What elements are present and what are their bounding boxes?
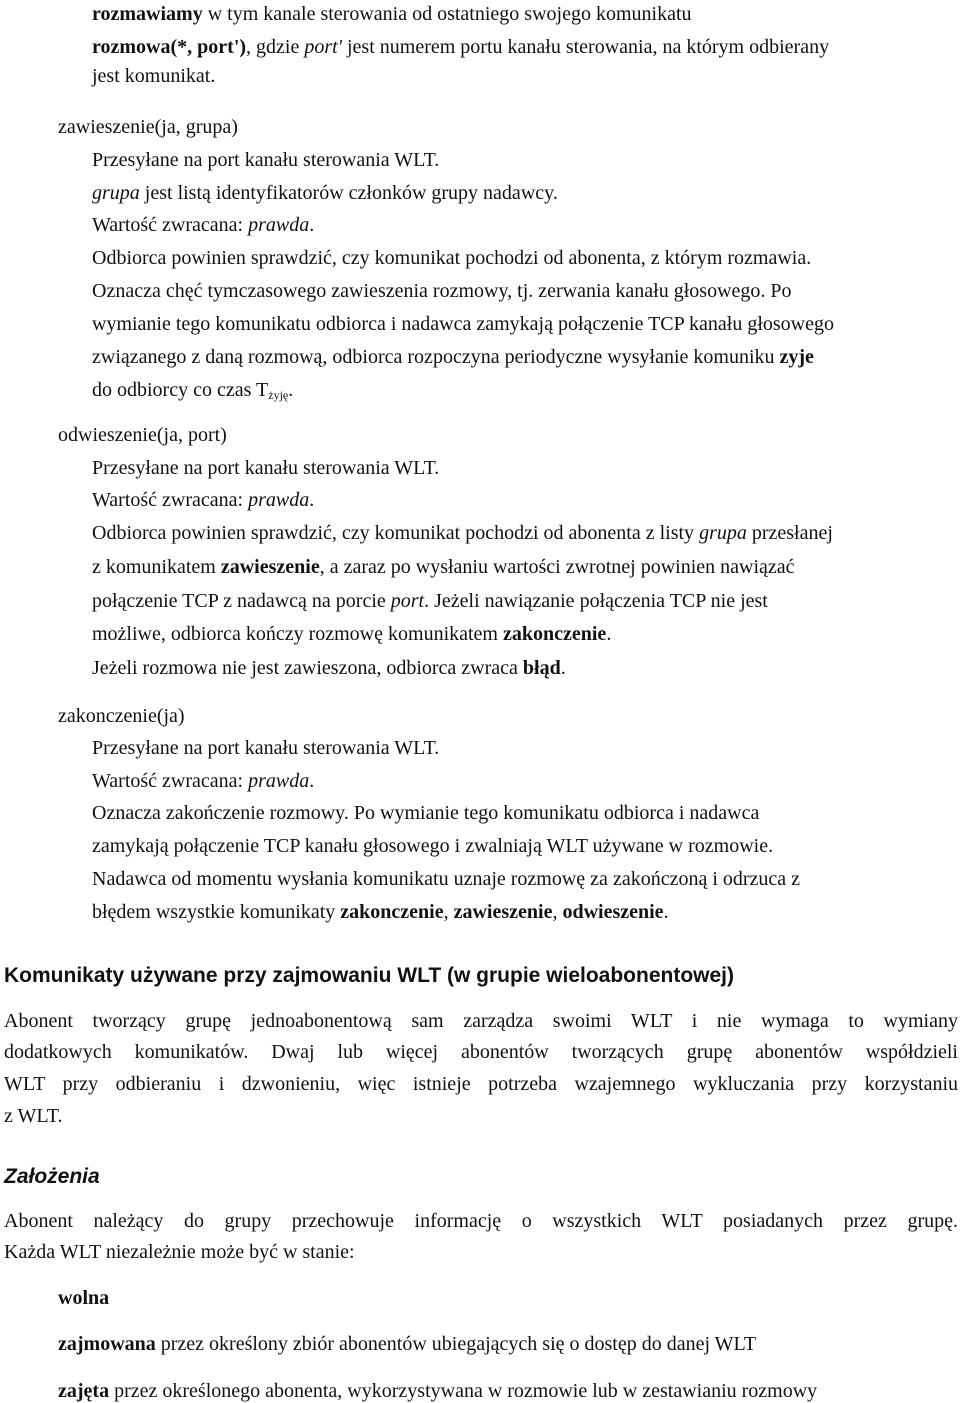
text-line: wymianie tego komunikatu odbiorca i nadawca zamykają połączenie TCP kanału głosowego <box>92 313 834 335</box>
text-line: możliwe, odbiorca kończy rozmowę komunikatem zakonczenie. <box>92 623 612 645</box>
text-line: do odbiorcy co czas $T_{żyję}$. <box>92 379 294 402</box>
paragraph-line: Każda WLT niezależnie może być w stanie: <box>4 1241 355 1263</box>
text-line: jest komunikat. <box>92 65 216 87</box>
text-line: błędem wszystkie komunikaty zakonczenie, zawieszenie, odwieszenie. <box>92 901 669 923</box>
text-line: związanego z daną rozmową, odbiorca rozpoczyna periodyczne wysyłanie komuniku zyje <box>92 346 814 368</box>
paragraph-line: dodatkowych komunikatów. Dwaj lub więcej abonentów tworzących grupę abonentów współdzieli <box>4 1041 958 1063</box>
subsection-title: Założenia <box>4 1165 100 1188</box>
text-line: Przesyłane na port kanału sterowania WLT. <box>92 149 440 171</box>
text-line: grupa jest listą identyfikatorów członków grupy nadawcy. <box>92 182 558 204</box>
text-line: Odbiorca powinien sprawdzić, czy komunikat pochodzi od abonenta z listy grupa przesłanej <box>92 522 833 544</box>
text-line: Odbiorca powinien sprawdzić, czy komunikat pochodzi od abonenta, z którym rozmawia. <box>92 247 812 269</box>
text-line: zamykają połączenie TCP kanału głosowego i zwalniają WLT używane w rozmowie. <box>92 835 774 857</box>
state-item: zajmowana przez określony zbiór abonentów ubiegających się o dostęp do danej WLT <box>58 1333 757 1355</box>
text-line: Przesyłane na port kanału sterowania WLT. <box>92 737 440 759</box>
section-title: Komunikaty używane przy zajmowaniu WLT (w grupie wieloabonentowej) <box>4 964 735 987</box>
text-line: Jeżeli rozmowa nie jest zawieszona, odbiorca zwraca błąd. <box>92 657 566 679</box>
text-line: rozmawiamy w tym kanale sterowania od ostatniego swojego komunikatu <box>92 3 692 25</box>
text-line: Oznacza chęć tymczasowego zawieszenia rozmowy, tj. zerwania kanału głosowego. Po <box>92 280 792 302</box>
text-line: Wartość zwracana: prawda. <box>92 770 315 792</box>
text-line: Nadawca od momentu wysłania komunikatu uznaje rozmowę za zakończoną i odrzuca z <box>92 868 801 890</box>
text-line: rozmowa(*, port'), gdzie port' jest numerem portu kanału sterowania, na którym odbierany <box>92 36 830 58</box>
text-line: Oznacza zakończenie rozmowy. Po wymianie tego komunikatu odbiorca i nadawca <box>92 802 760 824</box>
paragraph-line: z WLT. <box>4 1105 63 1127</box>
state-item: wolna <box>58 1287 110 1309</box>
text-line: z komunikatem zawieszenie, a zaraz po wysłaniu wartości zwrotnej powinien nawiązać <box>92 556 795 578</box>
message-heading: zakonczenie(ja) <box>58 705 185 727</box>
paragraph-line: Abonent należący do grupy przechowuje informację o wszystkich WLT posiadanych przez grupę. <box>4 1210 958 1232</box>
text-line: Wartość zwracana: prawda. <box>92 489 315 511</box>
paragraph-line: Abonent tworzący grupę jednoabonentową sam zarządza swoimi WLT i nie wymaga to wymiany <box>4 1010 958 1032</box>
state-item: zajęta przez określonego abonenta, wykorzystywana w rozmowie lub w zestawianiu rozmowy <box>58 1380 818 1402</box>
message-heading: odwieszenie(ja, port) <box>58 424 227 446</box>
text-line: połączenie TCP z nadawcą na porcie port. Jeżeli nawiązanie połączenia TCP nie jest <box>92 590 768 612</box>
message-heading: zawieszenie(ja, grupa) <box>58 116 238 138</box>
text-line: Przesyłane na port kanału sterowania WLT. <box>92 457 440 479</box>
paragraph-line: WLT przy odbieraniu i dzwonieniu, więc istnieje potrzeba wzajemnego wykluczania przy korzystaniu <box>4 1073 958 1095</box>
text-line: Wartość zwracana: prawda. <box>92 214 315 236</box>
